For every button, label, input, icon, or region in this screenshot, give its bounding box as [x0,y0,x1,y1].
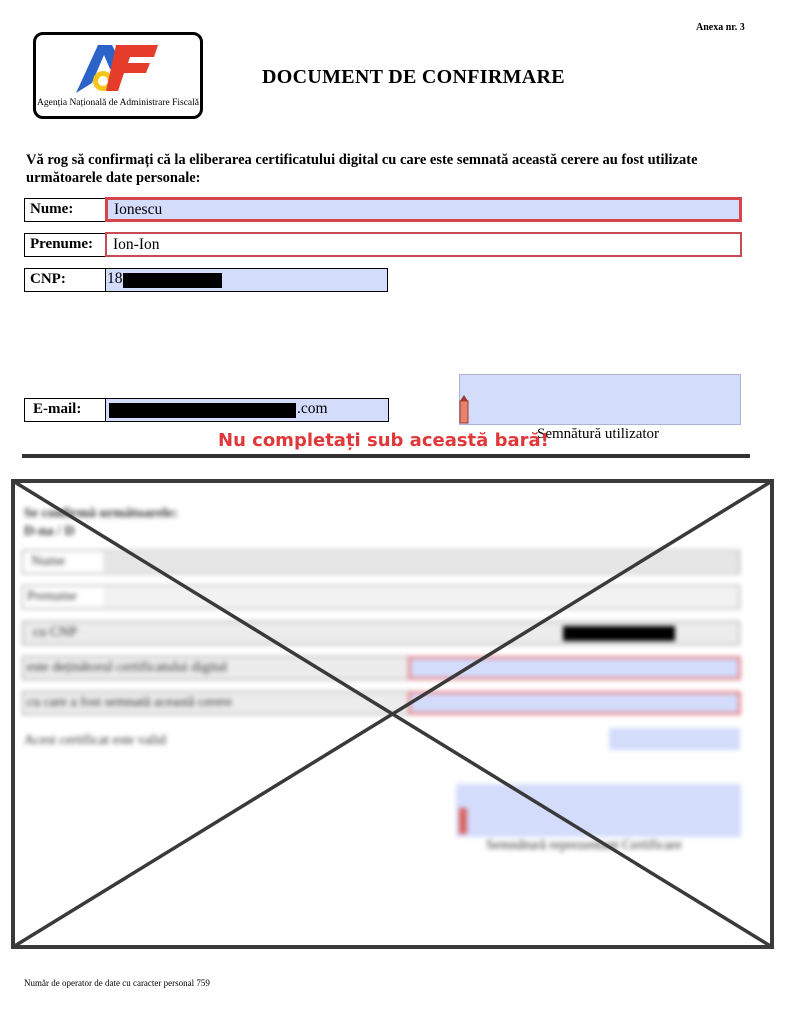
separator-bar [22,454,750,458]
confirm-dna: D-na / D [24,524,75,539]
prenume-field[interactable]: Ion-Ion [105,232,742,257]
email-redaction [109,403,296,418]
nume-label: Nume: [24,198,106,222]
annex-number: Anexa nr. 3 [696,22,745,33]
document-title: DOCUMENT DE CONFIRMARE [262,66,565,88]
pen-icon [459,395,469,425]
email-label: E-mail: [24,398,106,422]
cnp-label: CNP: [24,268,106,292]
warning-text: Nu completați sub această bară! [218,430,549,451]
confirm-row-label: Nume [31,554,66,569]
anaf-logo-icon [72,41,162,97]
footer-text: Număr de operator de date cu caracter personal 759 [24,978,210,988]
cnp-redaction [123,273,222,288]
nume-field[interactable]: Ionescu [105,197,742,222]
cnp-value: 18 [107,270,123,287]
confirm-validity: Acest certificat este valid [24,733,166,748]
intro-text: Vă rog să confirmați că la eliberarea certificatului digital cu care este semnată această cerere au fost utilizate următoarele date personale: [26,152,698,186]
logo-caption: Agenția Națională de Administrare Fiscală [37,98,199,108]
confirm-row-label: este deținătorul certificatului digital [27,660,228,675]
signature-label: Semnătură utilizator [537,426,660,442]
confirm-row-label: cu CNP [33,625,77,640]
confirm-row-label: Prenume [27,589,77,604]
confirm-row-label: cu care a fost semnată această cerere [27,695,233,710]
confirm-signature-label: Semnătură reprezentant Certificare [486,838,682,853]
anaf-logo [33,32,203,119]
prenume-label: Prenume: [24,233,106,257]
crossed-out-frame [11,479,774,949]
email-value: .com [297,400,328,417]
confirm-heading: Se confirmă următoarele: [24,506,178,521]
signature-field[interactable] [459,374,741,425]
